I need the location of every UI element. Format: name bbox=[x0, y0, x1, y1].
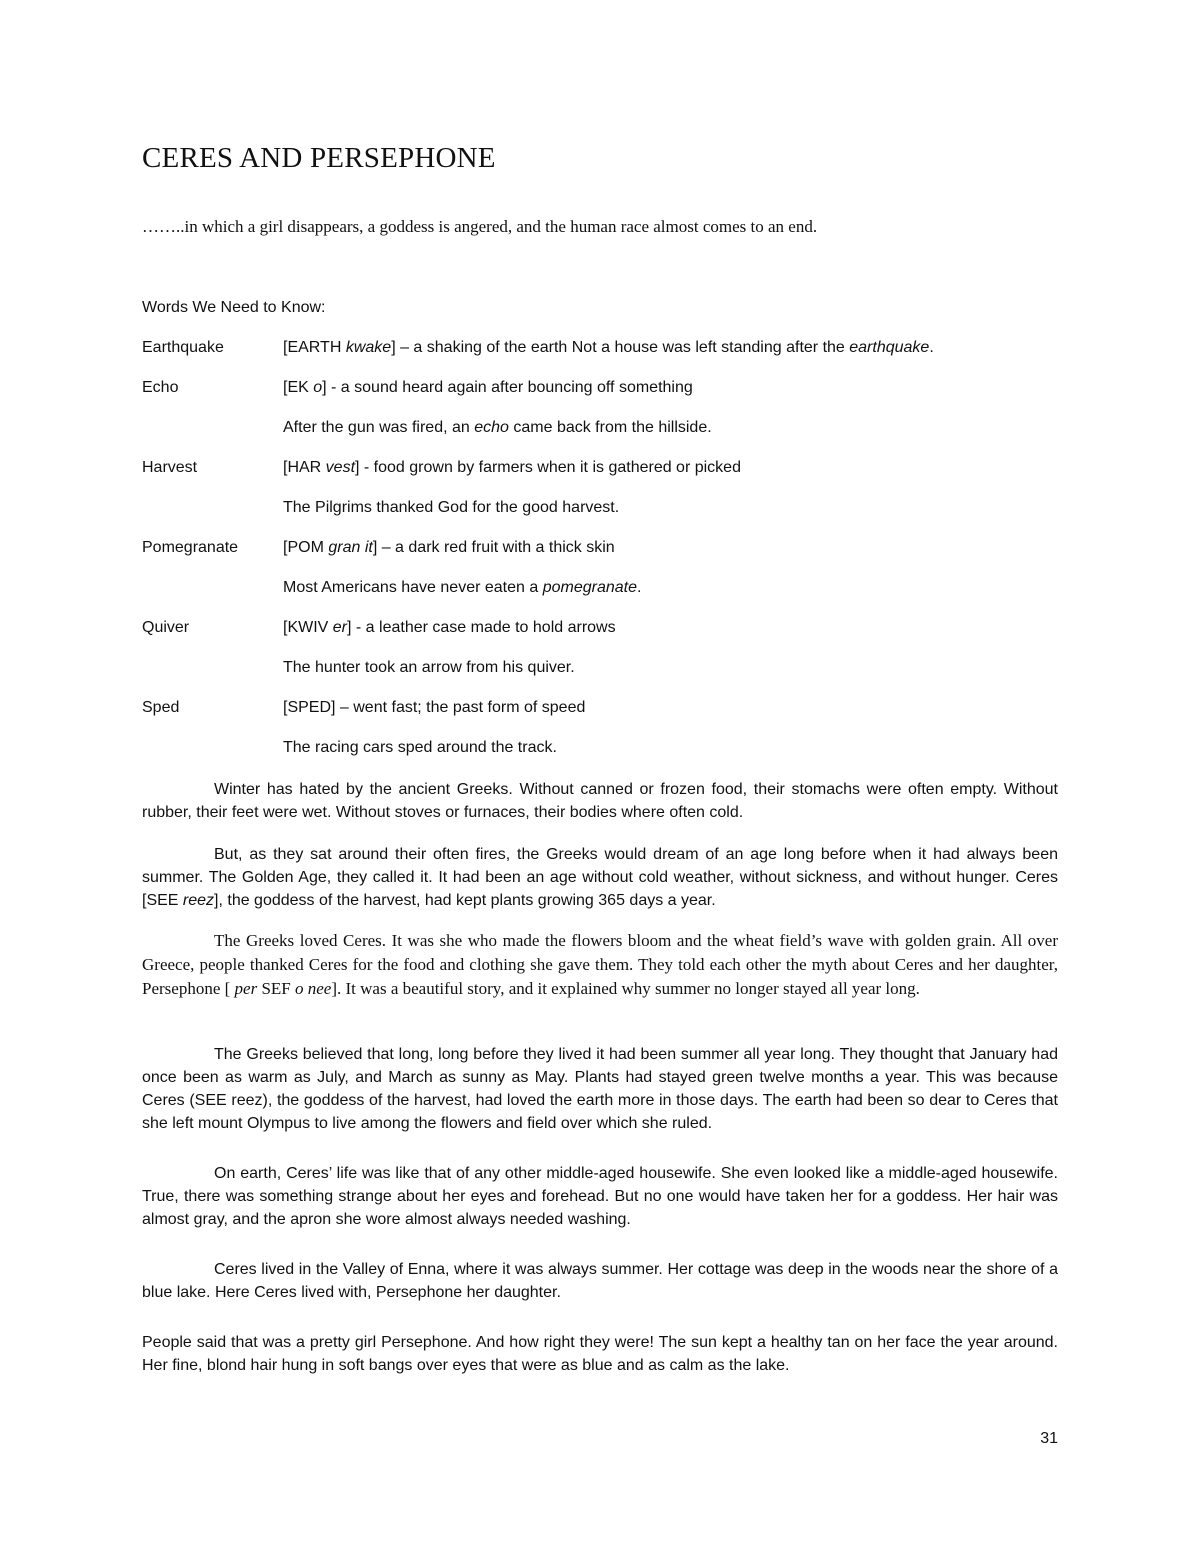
paragraph-2: But, as they sat around their often fires, the Greeks would dream of an age long before when it had always been summer. The Golden Age, they called it. It had been an age without cold weather, without sickness, and without hunger. Ceres [SEE reez], the goddess of the harvest, had kept plants growing 365 days a year. bbox=[142, 846, 1058, 909]
subtitle: ……..in which a girl disappears, a goddess is angered, and the human race almost comes to an end. bbox=[142, 217, 818, 236]
vocab-term: Sped bbox=[142, 699, 180, 716]
vocab-definition: [EARTH kwake] – a shaking of the earth Not a house was left standing after the earthquake. bbox=[283, 339, 934, 356]
vocab-definition: [POM gran it] – a dark red fruit with a thick skin bbox=[283, 539, 615, 556]
vocab-example: After the gun was fired, an echo came back from the hillside. bbox=[283, 419, 712, 436]
vocab-definition: [KWIV er] - a leather case made to hold arrows bbox=[283, 619, 616, 636]
paragraph-6: Ceres lived in the Valley of Enna, where it was always summer. Her cottage was deep in the woods near the shore of a blue lake. Here Ceres lived with, Persephone her daughter. bbox=[142, 1261, 1058, 1301]
vocab-term: Pomegranate bbox=[142, 539, 239, 556]
paragraph-4: The Greeks believed that long, long before they lived it had been summer all year long. They thought that January had once been as warm as July, and March as sunny as May. Plants had stayed green twelve months a year. This was because Ceres (SEE reez), the goddess of the harvest, had loved the earth more in those days. The earth had been so dear to Ceres that she left mount Olympus to live among the flowers and field over which she ruled. bbox=[142, 1046, 1058, 1132]
paragraph-3: The Greeks loved Ceres. It was she who made the flowers bloom and the wheat field’s wave with golden grain. All over Greece, people thanked Ceres for the food and clothing she gave them. They told each other the myth about Ceres and her daughter, Persephone [ per SEF o nee]. It was a beautiful story, and it explained why summer no longer stayed all year long. bbox=[142, 931, 1058, 998]
paragraph-7: People said that was a pretty girl Persephone. And how right they were! The sun kept a healthy tan on her face the year around. Her fine, blond hair hung in soft bangs over eyes that were as blue and as calm as the lake. bbox=[142, 1334, 1058, 1374]
vocab-term: Echo bbox=[142, 379, 179, 396]
paragraph-5: On earth, Ceres’ life was like that of any other middle-aged housewife. She even looked like a middle-aged housewife. True, there was something strange about her eyes and forehead. But no one would have taken her for a goddess. Her hair was almost gray, and the apron she wore almost always needed washing. bbox=[142, 1165, 1058, 1228]
vocab-example: The hunter took an arrow from his quiver. bbox=[283, 659, 575, 676]
vocab-definition: [EK o] - a sound heard again after bouncing off something bbox=[283, 379, 693, 396]
vocab-example: The racing cars sped around the track. bbox=[283, 739, 557, 756]
vocab-definition: [SPED] – went fast; the past form of speed bbox=[283, 699, 586, 716]
vocab-term: Harvest bbox=[142, 459, 198, 476]
vocab-definition: [HAR vest] - food grown by farmers when it is gathered or picked bbox=[283, 459, 741, 476]
vocab-heading: Words We Need to Know: bbox=[142, 299, 326, 316]
vocab-example: Most Americans have never eaten a pomegranate. bbox=[283, 579, 642, 596]
vocab-term: Quiver bbox=[142, 619, 190, 636]
vocab-example: The Pilgrims thanked God for the good harvest. bbox=[283, 499, 620, 516]
page-title: CERES AND PERSEPHONE bbox=[142, 142, 496, 174]
paragraph-1: Winter has hated by the ancient Greeks. Without canned or frozen food, their stomachs were often empty. Without rubber, their feet were wet. Without stoves or furnaces, their bodies where often cold. bbox=[142, 781, 1058, 821]
vocab-term: Earthquake bbox=[142, 339, 224, 356]
page-number: 31 bbox=[1040, 1430, 1058, 1447]
